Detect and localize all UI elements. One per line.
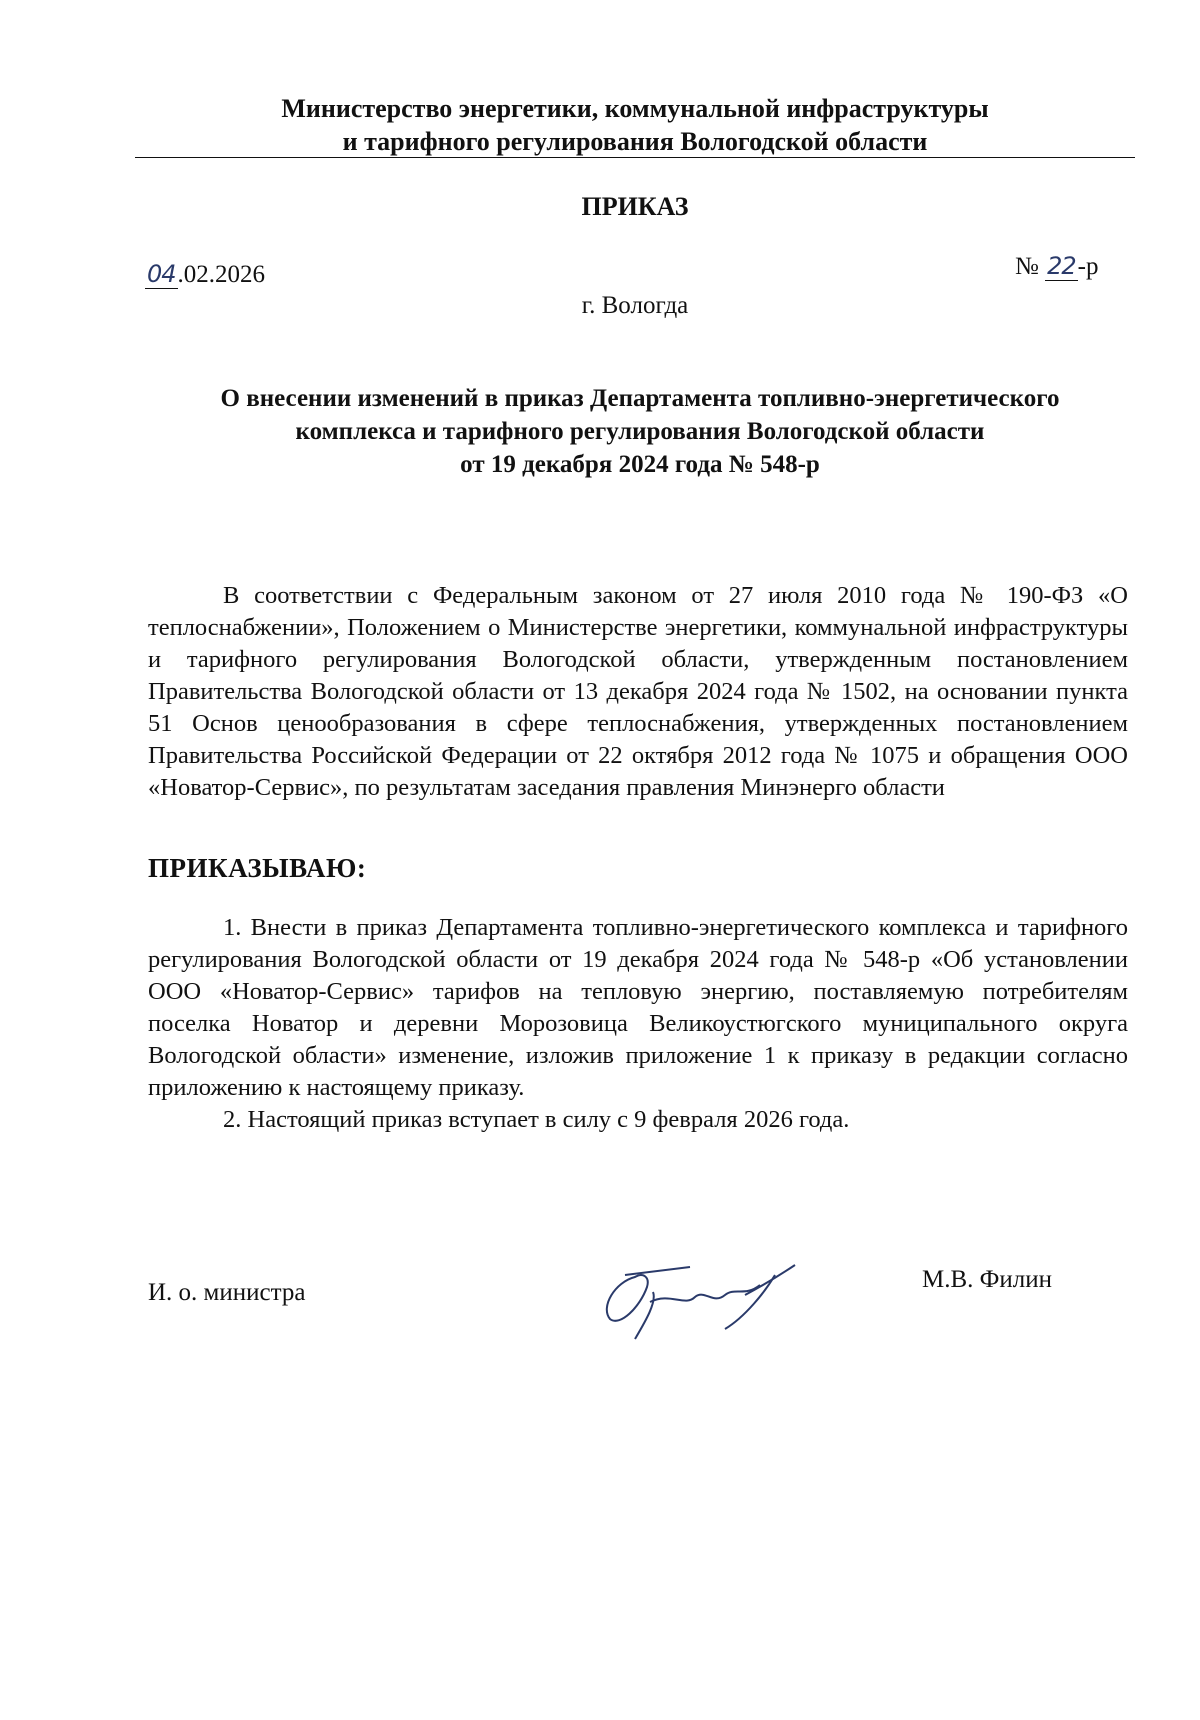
preamble-paragraph: В соответствии с Федеральным законом от 27 июля 2010 года № 190-ФЗ «О теплоснабжении», Положением о Министерстве энергетики, коммунальной инфраструктуры и тарифного регулирования Вологодской области, утвержденным постановлением Правительства Вологодской области от 13 декабря 2024 года № 1502, на основании пункта 51 Основ ценообразования в сфере теплоснабжения, утвержденных постановлением Правительства Российской Федерации от 22 октября 2012 года № 1075 и обращения ООО «Новатор-Сервис», по результатам заседания правления Минэнерго области	[148, 581, 1128, 801]
subject-line3: от 19 декабря 2024 года № 548-р	[460, 451, 820, 478]
document-type: ПРИКАЗ	[581, 192, 689, 221]
document-city: г. Вологда	[581, 292, 689, 319]
signatory-title: И. о. министра	[148, 1279, 306, 1306]
date-rest: .02.2026	[177, 261, 266, 288]
handwritten-signature	[595, 1247, 815, 1342]
subject-line1: О внесении изменений в приказ Департамента топливно-энергетического	[220, 385, 1060, 412]
number-value-handwritten: 22	[1047, 252, 1076, 280]
order-item-2: 2. Настоящий приказ вступает в силу с 9 февраля 2026 года.	[223, 1106, 850, 1133]
date-day-handwritten: 04	[147, 260, 176, 288]
ministry-header-line2: и тарифного регулирования Вологодской области	[342, 127, 928, 156]
header-divider	[135, 157, 1135, 158]
number-suffix: -р	[1077, 253, 1099, 280]
ministry-header	[135, 92, 1135, 158]
document-number	[1015, 252, 1098, 281]
order-item-1: 1. Внести в приказ Департамента топливно-энергетического комплекса и тарифного регулирования Вологодской области от 19 декабря 2024 года № 548-р «Об установлении ООО «Новатор-Сервис» тарифов на тепловую энергию, поставляемую потребителям поселка Новатор и деревни Морозовица Великоустюгского муниципального округа Вологодской области» изменение, изложив приложение 1 к приказу в редакции согласно приложению к настоящему приказу.	[148, 914, 1128, 1101]
order-word: ПРИКАЗЫВАЮ:	[148, 853, 367, 883]
document-subject	[150, 382, 1130, 481]
ministry-header-line1: Министерство энергетики, коммунальной инфраструктуры	[281, 94, 989, 123]
number-prefix: №	[1015, 253, 1039, 280]
signatory-name: М.В. Филин	[922, 1266, 1053, 1293]
document-date	[145, 260, 265, 289]
subject-line2: комплекса и тарифного регулирования Вологодской области	[295, 418, 985, 445]
order-items	[148, 912, 1128, 1136]
